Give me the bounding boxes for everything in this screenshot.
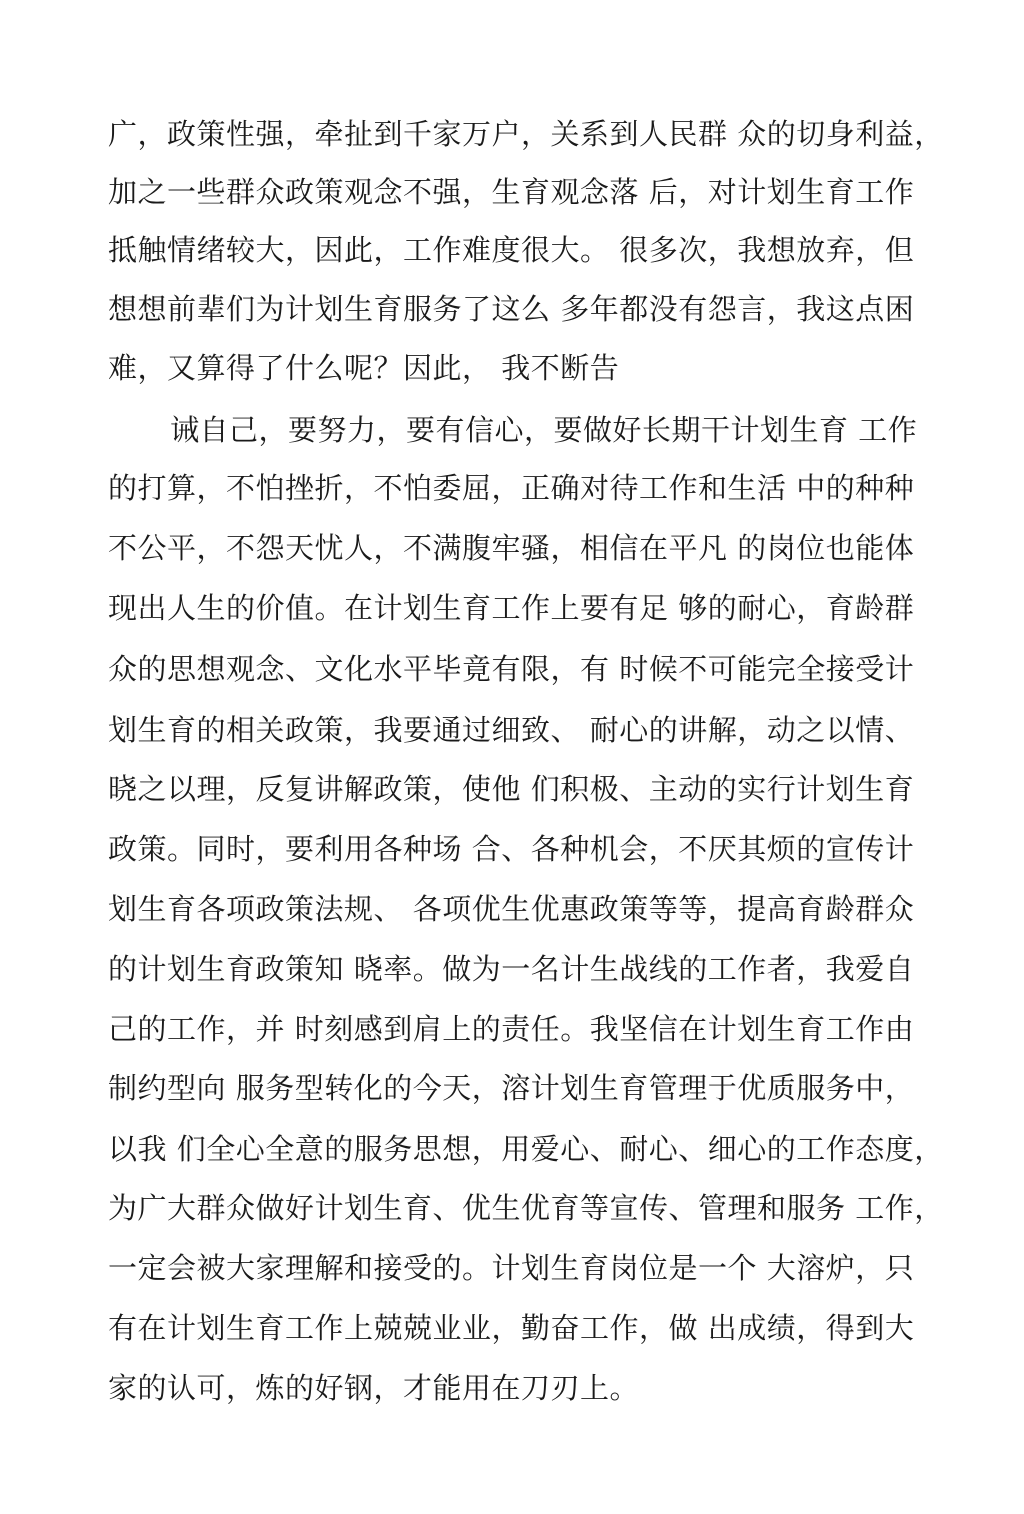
text-line: 为广大群众做好计划生育、优生优育等宣传、管理和服务 工作，	[108, 1191, 944, 1225]
text-line: 制约型向 服务型转化的今天，溶计划生育管理于优质服务中，	[108, 1071, 915, 1105]
text-line: 加之一些群众政策观念不强，生育观念落 后，对计划生育工作	[108, 175, 915, 209]
text-line: 众的思想观念、文化水平毕竟有限，有 时候不可能完全接受计	[108, 652, 915, 686]
text-line: 划生育各项政策法规、 各项优生优惠政策等等，提高育龄群众	[108, 892, 915, 926]
text-line: 的打算，不怕挫折，不怕委屈，正确对待工作和生活 中的种种	[108, 471, 915, 505]
text-line: 想想前辈们为计划生育服务了这么 多年都没有怨言，我这点困	[108, 292, 915, 326]
text-line: 广，政策性强，牵扯到千家万户，关系到人民群 众的切身利益，	[108, 117, 944, 151]
text-line: 诫自己，要努力，要有信心，要做好长期干计划生育 工作	[170, 413, 918, 447]
text-line: 不公平，不怨天忧人，不满腹牢骚，相信在平凡 的岗位也能体	[108, 531, 915, 565]
text-line: 己的工作，并 时刻感到肩上的责任。我坚信在计划生育工作由	[108, 1012, 915, 1046]
text-line: 家的认可，炼的好钢，才能用在刀刃上。	[108, 1371, 640, 1405]
text-line: 抵触情绪较大，因此，工作难度很大。 很多次，我想放弃，但	[108, 233, 915, 267]
text-line: 的计划生育政策知 晓率。做为一名计生战线的工作者，我爱自	[108, 952, 915, 986]
text-line: 以我 们全心全意的服务思想，用爱心、耐心、细心的工作态度，	[108, 1132, 944, 1166]
text-line: 政策。同时，要利用各种场 合、各种机会，不厌其烦的宣传计	[108, 832, 915, 866]
text-line: 一定会被大家理解和接受的。计划生育岗位是一个 大溶炉，只	[108, 1251, 915, 1285]
text-line: 晓之以理，反复讲解政策，使他 们积极、主动的实行计划生育	[108, 772, 915, 806]
text-line: 有在计划生育工作上兢兢业业，勤奋工作，做 出成绩，得到大	[108, 1311, 915, 1345]
text-line: 现出人生的价值。在计划生育工作上要有足 够的耐心，育龄群	[108, 591, 915, 625]
text-line: 划生育的相关政策，我要通过细致、 耐心的讲解，动之以情、	[108, 713, 915, 747]
text-line: 难，又算得了什么呢？因此， 我不断告	[108, 351, 620, 385]
